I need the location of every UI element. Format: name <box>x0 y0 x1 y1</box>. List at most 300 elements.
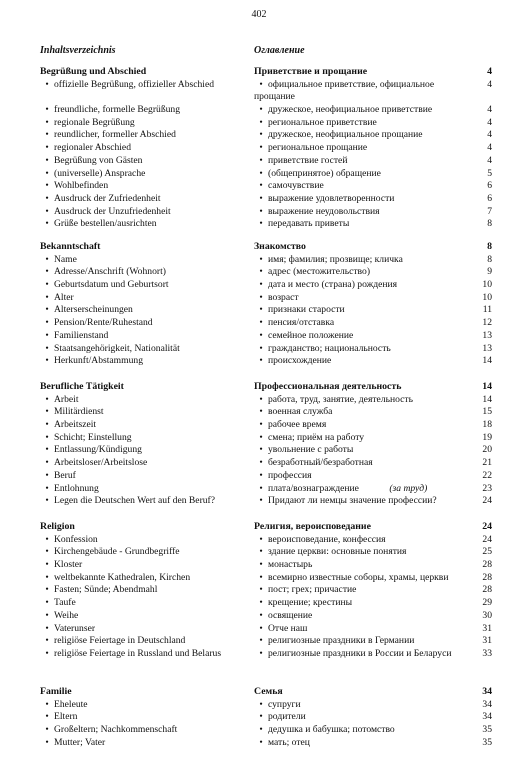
toc-entry-ru[interactable] <box>254 483 492 496</box>
entry-text: Geburtsdatum und Geburtsort <box>54 279 169 291</box>
entry-text: происхождение <box>268 355 332 367</box>
section-title-de[interactable] <box>40 381 248 394</box>
toc-entry-de[interactable] <box>40 355 248 368</box>
entry-text: признаки старости <box>268 304 345 316</box>
section-page-number: 14 <box>482 381 492 392</box>
section-title-de[interactable] <box>40 521 248 534</box>
section-title-text: Приветствие и прощание <box>254 66 368 77</box>
bullet: • <box>45 635 49 647</box>
entry-page-number: 35 <box>482 724 492 736</box>
entry-page-number: 34 <box>482 698 492 710</box>
entry-page-number: 29 <box>482 597 492 609</box>
toc-entry-ru[interactable] <box>254 711 492 724</box>
toc-entry-de[interactable] <box>40 279 248 292</box>
toc-entry-ru[interactable] <box>254 419 492 432</box>
entry-page-number: 25 <box>482 546 492 558</box>
entry-text: (общепринятое) обращение <box>268 167 381 179</box>
section-de <box>40 241 248 368</box>
toc-entry-ru[interactable] <box>254 104 492 117</box>
bullet: • <box>45 609 49 621</box>
section-title-text: Bekanntschaft <box>40 241 101 252</box>
toc-entry-de[interactable] <box>40 168 248 181</box>
toc-entry-ru[interactable] <box>254 648 492 673</box>
entry-page-number: 8 <box>487 218 492 230</box>
bullet: • <box>45 584 49 596</box>
bullet: • <box>259 304 263 316</box>
toc-entry-ru[interactable] <box>254 470 492 483</box>
toc-entry-ru[interactable] <box>254 254 492 267</box>
bullet: • <box>45 431 49 443</box>
bullet: • <box>259 597 263 609</box>
entry-text: дата и место (страна) рождения <box>268 279 398 291</box>
entry-text: Begrüßung von Gästen <box>54 154 143 166</box>
bullet: • <box>45 253 49 265</box>
entry-page-number: 4 <box>487 116 492 128</box>
toc-entry-ru[interactable] <box>254 444 492 457</box>
toc-entry-de[interactable] <box>40 406 248 419</box>
toc-entry-ru[interactable] <box>254 610 492 623</box>
toc-entry-de[interactable] <box>40 444 248 457</box>
section-title-ru[interactable] <box>254 686 492 699</box>
section-title-text: Religion <box>40 521 75 532</box>
toc-entry-ru[interactable] <box>254 155 492 168</box>
entry-text: Kloster <box>54 559 83 571</box>
entry-page-number: 8 <box>487 253 492 265</box>
bullet: • <box>259 266 263 278</box>
header-german: Inhaltsverzeichnis <box>40 45 116 56</box>
toc-entry-ru[interactable] <box>254 180 492 193</box>
entry-text: Wohlbefinden <box>54 180 109 192</box>
entry-text: Alterserscheinungen <box>54 304 133 316</box>
bullet: • <box>45 266 49 278</box>
bullet: • <box>259 495 263 507</box>
section-ru <box>254 381 492 508</box>
entry-text: Ausdruck der Zufriedenheit <box>54 192 161 204</box>
bullet: • <box>45 698 49 710</box>
toc-entry-ru[interactable] <box>254 142 492 155</box>
toc-entry-ru[interactable] <box>254 724 492 737</box>
bullet: • <box>259 647 263 659</box>
bullet: • <box>45 304 49 316</box>
section-title-text: Familie <box>40 686 72 697</box>
toc-entry-de[interactable] <box>40 559 248 572</box>
toc-entry-de[interactable] <box>40 206 248 219</box>
entry-text: здание церкви: основные понятия <box>268 546 407 558</box>
bullet: • <box>45 180 49 192</box>
bullet: • <box>259 218 263 230</box>
entry-text: Vaterunser <box>54 622 96 634</box>
entry-text: рабочее время <box>268 419 327 431</box>
entry-text: безработный/безработная <box>268 457 373 469</box>
toc-entry-ru[interactable] <box>254 168 492 181</box>
entry-text: Pension/Rente/Ruhestand <box>54 317 153 329</box>
entry-text: приветствие гостей <box>268 154 348 166</box>
toc-entry-ru[interactable] <box>254 597 492 610</box>
entry-page-number: 5 <box>487 167 492 179</box>
entry-page-number: 10 <box>482 279 492 291</box>
toc-entry-de[interactable] <box>40 597 248 610</box>
bullet: • <box>45 533 49 545</box>
toc-entry-ru[interactable] <box>254 279 492 292</box>
bullet: • <box>259 571 263 583</box>
entry-text: Staatsangehörigkeit, Nationalität <box>54 342 180 354</box>
bullet: • <box>45 279 49 291</box>
entry-text: Großeltern; Nachkommenschaft <box>54 724 178 736</box>
entry-page-number: 24 <box>482 495 492 507</box>
entry-text: адрес (местожительство) <box>268 266 371 278</box>
toc-entry-de[interactable] <box>40 419 248 432</box>
bullet: • <box>259 116 263 128</box>
entry-text: супруги <box>268 698 301 710</box>
entry-text: Mutter; Vater <box>54 736 106 748</box>
bullet: • <box>259 482 263 494</box>
section-title-de[interactable] <box>40 241 248 254</box>
toc-entry-de[interactable] <box>40 534 248 547</box>
entry-text: монастырь <box>268 559 313 571</box>
toc-entry-de[interactable] <box>40 432 248 445</box>
section-title-ru[interactable] <box>254 241 492 254</box>
entry-text: Arbeitszeit <box>54 419 97 431</box>
bullet: • <box>259 192 263 204</box>
entry-page-number: 33 <box>482 647 492 659</box>
entry-page-number: 6 <box>487 192 492 204</box>
entry-text: weltbekannte Kathedralen, Kirchen <box>54 571 191 583</box>
toc-entry-ru[interactable] <box>254 394 492 407</box>
toc-entry-de[interactable] <box>40 142 248 155</box>
bullet: • <box>259 142 263 154</box>
entry-text: religiöse Feiertage in Deutschland <box>54 635 186 647</box>
entry-page-number: 20 <box>482 444 492 456</box>
bullet: • <box>45 457 49 469</box>
toc-entry-de[interactable] <box>40 483 248 496</box>
entry-page-number: 23 <box>482 482 492 494</box>
entry-text: Legen die Deutschen Wert auf den Beruf? <box>54 495 216 507</box>
bullet: • <box>259 253 263 265</box>
entry-page-number: 7 <box>487 205 492 217</box>
section-title-text: Профессиональная деятельность <box>254 381 402 392</box>
entry-text: дедушка и бабушка; потомство <box>268 724 395 736</box>
section-de <box>40 521 248 673</box>
toc-entry-ru[interactable] <box>254 559 492 572</box>
entry-text: Kirchengebäude - Grundbegriffe <box>54 546 180 558</box>
section-title-de[interactable] <box>40 686 248 699</box>
bullet: • <box>45 192 49 204</box>
entry-page-number: 4 <box>487 142 492 154</box>
toc-entry-ru[interactable] <box>254 495 492 508</box>
toc-entry-de[interactable] <box>40 699 248 712</box>
bullet: • <box>45 393 49 405</box>
toc-entry-de[interactable] <box>40 572 248 585</box>
entry-text: regionaler Abschied <box>54 142 131 154</box>
bullet: • <box>45 167 49 179</box>
toc-entry-de[interactable] <box>40 610 248 623</box>
toc-entry-ru[interactable] <box>254 584 492 597</box>
toc-entry-de[interactable] <box>40 254 248 267</box>
bullet: • <box>259 291 263 303</box>
entry-page-number: 35 <box>482 736 492 748</box>
entry-page-number: 21 <box>482 457 492 469</box>
entry-text: пенсия/отставка <box>268 317 335 329</box>
toc-entry-de[interactable] <box>40 266 248 279</box>
bullet: • <box>45 218 49 230</box>
section-title-text: Begrüßung und Abschied <box>40 66 147 77</box>
bullet: • <box>45 355 49 367</box>
toc-entry-ru[interactable] <box>254 304 492 317</box>
entry-text: вероисповедание, конфессия <box>268 533 386 545</box>
bullet: • <box>45 154 49 166</box>
entry-text: родители <box>268 711 306 723</box>
entry-text: reundlicher, formeller Abschied <box>54 129 176 141</box>
entry-text: дружеское, неофициальное прощание <box>268 129 423 141</box>
bullet: • <box>259 698 263 710</box>
toc-entry-de[interactable] <box>40 304 248 317</box>
section-title-ru[interactable] <box>254 66 492 79</box>
entry-page-number: 24 <box>482 533 492 545</box>
toc-entry-de[interactable] <box>40 623 248 636</box>
bullet: • <box>45 711 49 723</box>
toc-entry-ru[interactable] <box>254 129 492 142</box>
toc-entry-de[interactable] <box>40 711 248 724</box>
entry-text: Fasten; Sünde; Abendmahl <box>54 584 158 596</box>
entry-text: Eheleute <box>54 698 88 710</box>
bullet: • <box>259 444 263 456</box>
bullet: • <box>259 457 263 469</box>
entry-page-number: 4 <box>487 78 492 90</box>
entry-page-number: 34 <box>482 711 492 723</box>
bullet: • <box>45 647 49 659</box>
bullet: • <box>45 104 49 116</box>
entry-text: смена; приём на работу <box>268 431 365 443</box>
entry-page-number: 4 <box>487 154 492 166</box>
toc-entry-de[interactable] <box>40 79 248 104</box>
entry-text: работа, труд, занятие, деятельность <box>268 393 413 405</box>
toc-entry-de[interactable] <box>40 343 248 356</box>
entry-text: Adresse/Anschrift (Wohnort) <box>54 266 166 278</box>
section-title-text: Berufliche Tätigkeit <box>40 381 124 392</box>
bullet: • <box>45 597 49 609</box>
entry-text: семейное положение <box>268 329 354 341</box>
entry-text: Konfession <box>54 533 98 545</box>
toc-entry-de[interactable] <box>40 546 248 559</box>
bullet: • <box>45 571 49 583</box>
entry-text: Beruf <box>54 469 76 481</box>
entry-page-number: 14 <box>482 355 492 367</box>
bullet: • <box>259 205 263 217</box>
entry-page-number: 31 <box>482 622 492 634</box>
entry-page-number: 4 <box>487 104 492 116</box>
entry-page-number: 28 <box>482 559 492 571</box>
toc-entry-ru[interactable] <box>254 546 492 559</box>
toc-entry-de[interactable] <box>40 193 248 206</box>
entry-page-number: 18 <box>482 419 492 431</box>
toc-entry-ru[interactable] <box>254 457 492 470</box>
entry-text: offizielle Begrüßung, offizieller Abschied <box>54 78 215 90</box>
entry-page-number: 9 <box>487 266 492 278</box>
entry-text: (universelle) Ansprache <box>54 167 146 179</box>
toc-entry-de[interactable] <box>40 292 248 305</box>
section-title-text: Религия, вероисповедание <box>254 521 371 532</box>
bullet: • <box>259 724 263 736</box>
toc-entry-ru[interactable] <box>254 635 492 648</box>
entry-text: пост; грех; причастие <box>268 584 357 596</box>
entry-text: Отче наш <box>268 622 308 634</box>
entry-text: гражданство; национальность <box>268 342 391 354</box>
section-ru <box>254 66 492 231</box>
entry-text: самочувствие <box>268 180 324 192</box>
entry-text: передавать приветы <box>268 218 350 230</box>
entry-text: имя; фамилия; прозвище; кличка <box>268 253 403 265</box>
entry-text: Eltern <box>54 711 78 723</box>
bullet: • <box>45 329 49 341</box>
section-ru <box>254 521 492 673</box>
entry-page-number: 15 <box>482 406 492 418</box>
toc-entry-de[interactable] <box>40 635 248 648</box>
toc-entry-de[interactable] <box>40 180 248 193</box>
bullet: • <box>259 609 263 621</box>
bullet: • <box>259 342 263 354</box>
entry-text: Ausdruck der Unzufriedenheit <box>54 205 171 217</box>
toc-entry-ru[interactable] <box>254 572 492 585</box>
toc-entry-de[interactable] <box>40 724 248 737</box>
bullet: • <box>45 469 49 481</box>
toc-entry-ru[interactable] <box>254 432 492 445</box>
entry-page-number: 19 <box>482 431 492 443</box>
entry-text: Arbeitsloser/Arbeitslose <box>54 457 148 469</box>
entry-text: Alter <box>54 291 74 303</box>
section-title-ru[interactable] <box>254 521 492 534</box>
page-number: 402 <box>251 9 267 20</box>
bullet: • <box>259 180 263 192</box>
toc-entry-ru[interactable] <box>254 737 492 750</box>
toc-entry-ru[interactable] <box>254 79 492 104</box>
section-title-ru[interactable] <box>254 381 492 394</box>
section-ru <box>254 241 492 368</box>
toc-entry-de[interactable] <box>40 394 248 407</box>
entry-text: военная служба <box>268 406 333 418</box>
toc-entry-de[interactable] <box>40 218 248 231</box>
toc-entry-ru[interactable] <box>254 193 492 206</box>
section-de <box>40 381 248 508</box>
toc-entry-ru[interactable] <box>254 330 492 343</box>
entry-text: крещение; крестины <box>268 597 353 609</box>
entry-text: Militärdienst <box>54 406 104 418</box>
toc-entry-ru[interactable] <box>254 343 492 356</box>
bullet: • <box>45 78 49 90</box>
entry-text: региональное приветствие <box>268 116 377 128</box>
bullet: • <box>259 559 263 571</box>
bullet: • <box>45 291 49 303</box>
bullet: • <box>45 546 49 558</box>
bullet: • <box>259 129 263 141</box>
entry-text: Schicht; Einstellung <box>54 431 132 443</box>
entry-text: плата/вознаграждение <box>268 482 359 494</box>
section-de <box>40 66 248 231</box>
bullet: • <box>45 406 49 418</box>
toc-entry-ru[interactable] <box>254 218 492 231</box>
entry-page-number: 10 <box>482 291 492 303</box>
bullet: • <box>259 154 263 166</box>
entry-text: freundliche, formelle Begrüßung <box>54 104 181 116</box>
bullet: • <box>259 104 263 116</box>
toc-entry-de[interactable] <box>40 104 248 117</box>
toc-entry-ru[interactable] <box>254 699 492 712</box>
toc-entry-de[interactable] <box>40 457 248 470</box>
entry-text: Weihe <box>54 609 79 621</box>
bullet: • <box>259 78 263 90</box>
section-page-number: 4 <box>487 66 492 77</box>
entry-page-number: 28 <box>482 571 492 583</box>
toc-entry-de[interactable] <box>40 648 248 673</box>
entry-page-number: 13 <box>482 329 492 341</box>
toc-entry-ru[interactable] <box>254 266 492 279</box>
toc-entry-de[interactable] <box>40 129 248 142</box>
toc-entry-ru[interactable] <box>254 206 492 219</box>
toc-entry-ru[interactable] <box>254 117 492 130</box>
bullet: • <box>259 711 263 723</box>
entry-text: всемирно известные соборы, храмы, церкви <box>268 571 449 583</box>
section-page-number: 34 <box>482 686 492 697</box>
section-title-text: Знакомство <box>254 241 306 252</box>
entry-text: Grüße bestellen/ausrichten <box>54 218 157 230</box>
bullet: • <box>45 419 49 431</box>
entry-page-number: 13 <box>482 342 492 354</box>
entry-text: Entlohnung <box>54 482 99 494</box>
entry-page-number: 28 <box>482 584 492 596</box>
section-title-text: Семья <box>254 686 283 697</box>
entry-page-number: 4 <box>487 129 492 141</box>
toc-entry-de[interactable] <box>40 470 248 483</box>
toc-entry-ru[interactable] <box>254 406 492 419</box>
entry-text: Arbeit <box>54 393 79 405</box>
entry-text: дружеское, неофициальное приветствие <box>268 104 433 116</box>
entry-text: выражение неудовольствия <box>268 205 380 217</box>
bullet: • <box>45 736 49 748</box>
toc-entry-de[interactable] <box>40 117 248 130</box>
entry-text: Familienstand <box>54 329 109 341</box>
toc-entry-de[interactable] <box>40 737 248 750</box>
toc-entry-ru[interactable] <box>254 534 492 547</box>
entry-text: Herkunft/Abstammung <box>54 355 143 367</box>
bullet: • <box>259 317 263 329</box>
toc-entry-de[interactable] <box>40 155 248 168</box>
entry-page-number: 12 <box>482 317 492 329</box>
entry-text: возраст <box>268 291 299 303</box>
bullet: • <box>45 622 49 634</box>
entry-text-italic: (за труд) <box>389 482 428 494</box>
toc-entry-ru[interactable] <box>254 317 492 330</box>
section-title-de[interactable] <box>40 66 248 79</box>
entry-page-number: 30 <box>482 609 492 621</box>
entry-text: Entlassung/Kündigung <box>54 444 142 456</box>
toc-entry-de[interactable] <box>40 317 248 330</box>
entry-text: региональное прощание <box>268 142 368 154</box>
toc-entry-de[interactable] <box>40 330 248 343</box>
entry-page-number: 14 <box>482 393 492 405</box>
entry-text: официальное приветствие, официальное прощание <box>254 78 435 103</box>
toc-entry-ru[interactable] <box>254 623 492 636</box>
toc-entry-ru[interactable] <box>254 355 492 368</box>
bullet: • <box>45 129 49 141</box>
bullet: • <box>259 393 263 405</box>
toc-entry-de[interactable] <box>40 584 248 597</box>
bullet: • <box>45 559 49 571</box>
entry-text: выражение удовлетворенности <box>268 192 395 204</box>
toc-entry-ru[interactable] <box>254 292 492 305</box>
toc-entry-de[interactable] <box>40 495 248 508</box>
bullet: • <box>259 546 263 558</box>
bullet: • <box>45 116 49 128</box>
entry-text: Taufe <box>54 597 76 609</box>
